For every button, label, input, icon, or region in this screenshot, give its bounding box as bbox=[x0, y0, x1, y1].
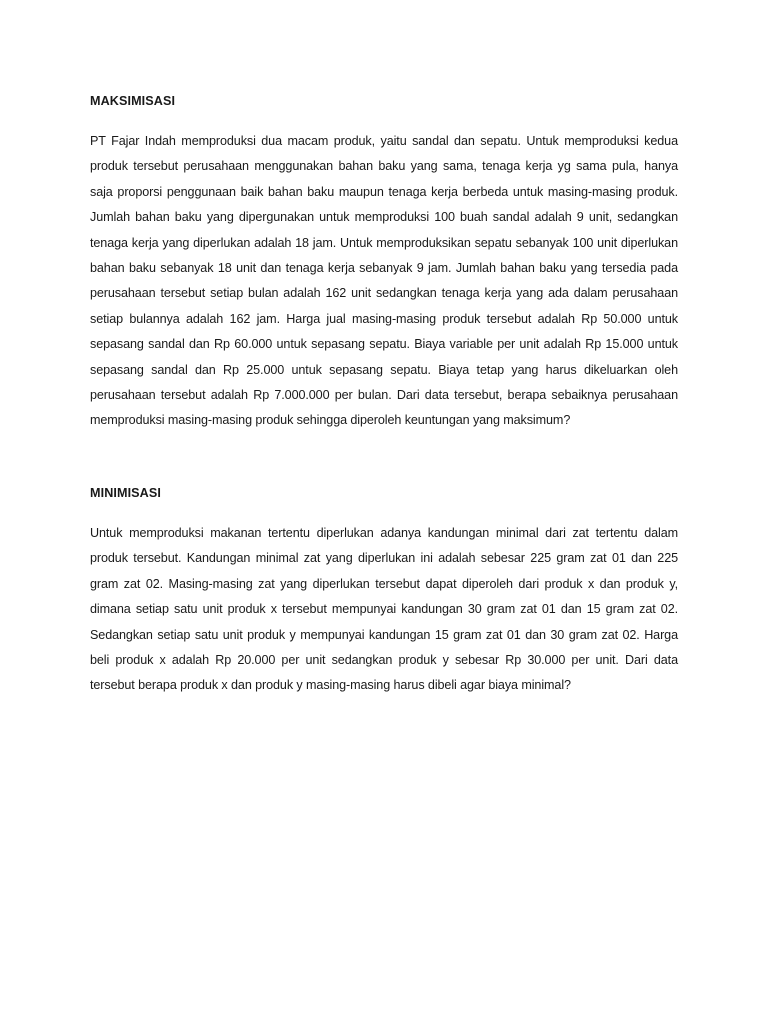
section-paragraph-minimisasi: Untuk memproduksi makanan tertentu diperlukan adanya kandungan minimal dari zat tertentu dalam produk tersebut. Kandungan minimal zat yang diperlukan ini adalah sebesar 225 gram zat 01 dan 225 gram zat 02. Masing-masing zat yang diperlukan tersebut dapat diperoleh dari produk x dan produk y, dimana setiap satu unit produk x tersebut mempunyai kandungan 30 gram zat 01 dan 15 gram zat 02. Sedangkan setiap satu unit produk y mempunyai kandungan 15 gram zat 01 dan 30 gram zat 02. Harga beli produk x adalah Rp 20.000 per unit sedangkan produk y sebesar Rp 30.000 per unit. Dari data tersebut berapa produk x dan produk y masing-masing harus dibeli agar biaya minimal? bbox=[90, 525, 678, 693]
section-heading-maksimisasi: MAKSIMISASI bbox=[90, 94, 176, 108]
section-paragraph-maksimisasi: PT Fajar Indah memproduksi dua macam produk, yaitu sandal dan sepatu. Untuk memproduksi kedua produk tersebut perusahaan menggunakan bahan baku yang sama, tenaga kerja yg sama pula, hanya saja proporsi penggunaan baik bahan baku maupun tenaga kerja berbeda untuk masing-masing produk. Jumlah bahan baku yang dipergunakan untuk memproduksi 100 buah sandal adalah 9 unit, sedangkan tenaga kerja yang diperlukan adalah 18 jam. Untuk memproduksikan sepatu sebanyak 100 unit diperlukan bahan baku sebanyak 18 unit dan tenaga kerja sebanyak 9 jam. Jumlah bahan baku yang tersedia pada perusahaan tersebut setiap bulan adalah 162 unit sedangkan tenaga kerja yang ada dalam perusahaan setiap bulannya adalah 162 jam. Harga jual masing-masing produk tersebut adalah Rp 50.000 untuk sepasang sandal dan Rp 60.000 untuk sepasang sepatu. Biaya variable per unit adalah Rp 15.000 untuk sepasang sandal dan Rp 25.000 untuk sepasang sepatu. Biaya tetap yang harus dikeluarkan oleh perusahaan tersebut adalah Rp 7.000.000 per bulan. Dari data tersebut, berapa sebaiknya perusahaan memproduksi masing-masing produk sehingga diperoleh keuntungan yang maksimum? bbox=[90, 134, 678, 428]
section-heading-minimisasi: MINIMISASI bbox=[90, 485, 161, 500]
document-body bbox=[90, 88, 678, 699]
